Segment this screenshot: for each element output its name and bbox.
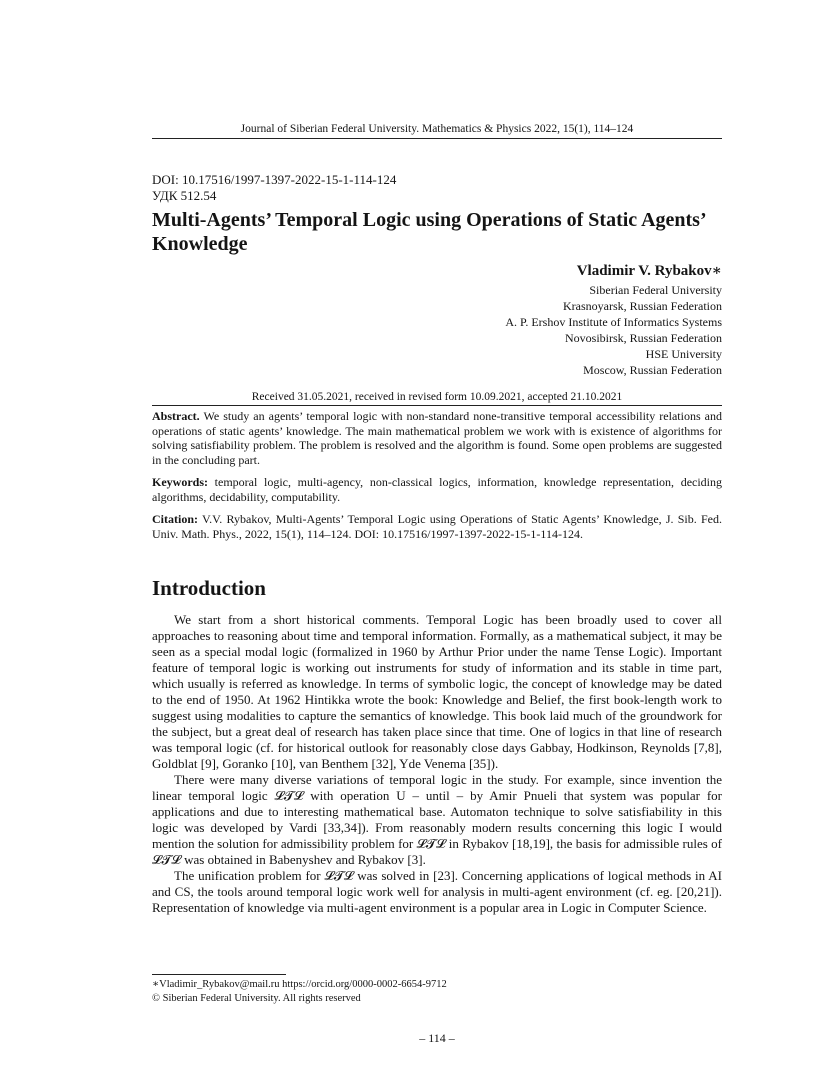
received-dates: Received 31.05.2021, received in revised form 10.09.2021, accepted 21.10.2021 <box>251 391 623 403</box>
paper-title: Multi-Agents’ Temporal Logic using Operations of Static Agents’ Knowledge <box>152 209 706 255</box>
affiliation-line: A. P. Ershov Institute of Informatics Systems <box>505 315 722 329</box>
abstract-text: We study an agents’ temporal logic with non-standard none-transitive temporal accessibility relations and operations of static agents’ knowledge. The main mathematical problem we work with is existence of algorithms for solving satisfiability problem. The problem is resolved and the algorithm is found. Some open problems are suggested in the concluding part. <box>152 409 722 467</box>
affiliation-line: Krasnoyarsk, Russian Federation <box>563 299 722 313</box>
author-affiliations <box>505 282 722 378</box>
journal-header: Journal of Siberian Federal University. Mathematics & Physics 2022, 15(1), 114–124 <box>240 123 634 135</box>
footnote-rule <box>152 974 286 975</box>
footnote-copyright: © Siberian Federal University. All rights reserved <box>152 993 361 1004</box>
keywords-text: temporal logic, multi-agency, non-classical logics, information, knowledge representation, deciding algorithms, decidability, computability. <box>152 475 723 504</box>
abstract <box>152 409 722 467</box>
footnote-contact: ∗Vladimir_Rybakov@mail.ru https://orcid.org/0000-0002-6654-9712 <box>152 979 447 990</box>
paragraph: We start from a short historical comments. Temporal Logic has been broadly used to cover all approaches to reasoning about time and temporal information. Formally, as a mathematical subject, it may be seen as a special modal logic (formalized in 1960 by Arthur Prior under the name Tense Logic). Important feature of temporal logic is working out instruments for study of information and its stable in time part, which usually is referred as knowledge. In terms of symbolic logic, the concept of knowledge may be dated to the end of 1950. At 1962 Hintikka wrote the book: Knowledge and Belief, the first book-length work to suggest using modalities to capture the semantics of knowledge. This book laid much of the groundwork for the subject, but a great deal of research has taken place since that time. One of logics in that line of research was temporal logic (cf. for historical outlook for reasonably close days Gabbay, Hodkinson, Reynolds [7,8], Goldblat [9], Goranko [10], van Benthem [32], Yde Venema [35]). <box>152 612 722 771</box>
paragraph: There were many diverse variations of temporal logic in the study. For example, since invention the linear temporal logic 𝓛𝓣𝓛 with operation U – until – by Amir Pnueli that system was popular for applications and due to interesting mathematical base. Automaton technique to solve satisfiability in this logic was developed by Vardi [33,34]). From reasonably modern results concerning this logic I would mention the solution for admissibility problem for 𝓛𝓣𝓛 in Rybakov [18,19], the basis for admissible rules of 𝓛𝓣𝓛 was obtained in Babenyshev and Rybakov [3]. <box>152 772 722 867</box>
citation-label: Citation: <box>152 512 198 526</box>
doi: DOI: 10.17516/1997-1397-2022-15-1-114-124 <box>152 172 397 187</box>
citation <box>152 512 722 541</box>
abstract-label: Abstract. <box>152 409 200 423</box>
affiliation-line: HSE University <box>645 347 722 361</box>
affiliation-line: Siberian Federal University <box>589 283 722 297</box>
header-rule <box>152 138 722 139</box>
page-number: – 114 – <box>419 1031 455 1045</box>
section-heading: Introduction <box>152 576 266 600</box>
citation-text: V.V. Rybakov, Multi-Agents’ Temporal Logic using Operations of Static Agents’ Knowledge, J. Sib. Fed. Univ. Math. Phys., 2022, 15(1), 114–124. DOI: 10.17516/1997-1397-2022-15-1-114-124. <box>152 512 722 541</box>
body-text <box>152 612 722 916</box>
keywords-label: Keywords: <box>152 475 208 489</box>
paragraph: The unification problem for 𝓛𝓣𝓛 was solved in [23]. Concerning applications of logical methods in AI and CS, the tools around temporal logic work well for analysis in multi-agent environment (cf. eg. [20,21]). Representation of knowledge via multi-agent environment is a popular area in Logic in Computer Science. <box>152 868 722 915</box>
keywords <box>152 475 722 504</box>
author-name: Vladimir V. Rybakov∗ <box>576 263 722 279</box>
udk: УДК 512.54 <box>152 188 217 203</box>
received-rule <box>152 405 722 406</box>
affiliation-line: Moscow, Russian Federation <box>583 363 722 377</box>
affiliation-line: Novosibirsk, Russian Federation <box>565 331 722 345</box>
